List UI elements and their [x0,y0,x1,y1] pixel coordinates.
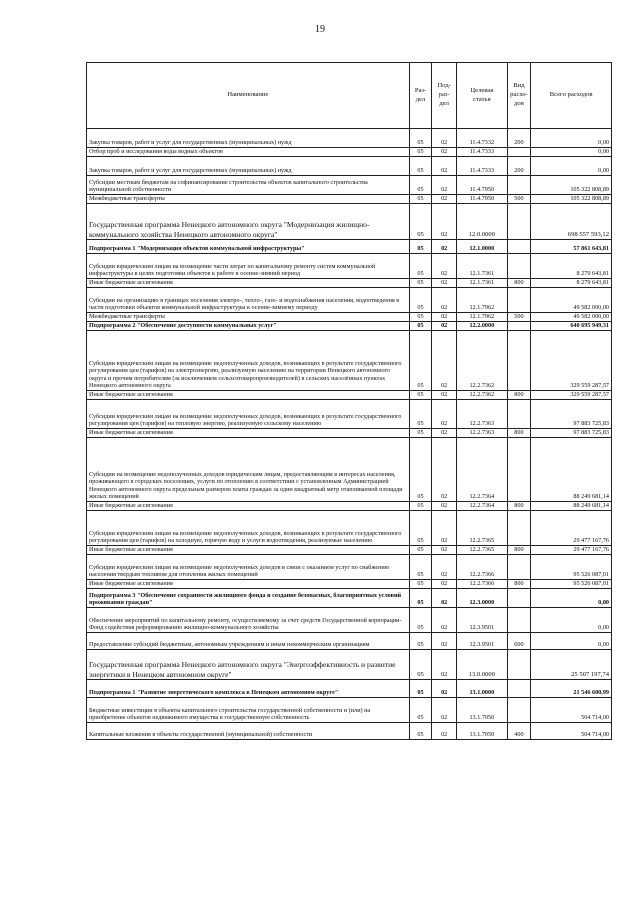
cell-kind [507,608,531,633]
cell-subsection: 02 [432,322,457,331]
cell-name: Субсидии на возмещение недополученных доходов юридическим лицам, предоставляющим в интересах населения, проживающего в городских поселениях, услуги по отоплению в соответствии с установленным Администрацией Ненецкого автономного округа предельным размером платы граждан за один квадратный метр отапливаемой площади жилых помещений [87,438,410,502]
cell-name: Субсидии юридическим лицам на возмещение недополученных доходов, возникающих в результате государственного регулирования цен (тарифов) на электроэнергию, реализуемую населению на территории Ненецкого автономного округа и прочим потребителям (за исключением сельхозтоваропроизводителей) в сельских населённых пунктах Ненецкого автономного округа [87,331,410,391]
cell-article: 12.3.9501 [457,608,508,633]
cell-name: Иные бюджетные ассигнования [87,502,410,511]
cell-kind: 800 [507,429,531,438]
cell-name: Межбюджетные трансферты [87,195,410,204]
cell-article: 11.4.7950 [457,176,508,195]
cell-article: 12.1.0000 [457,240,508,254]
cell-article: 12.2.7365 [457,546,508,555]
cell-section: 05 [409,650,432,680]
table-row [87,279,612,288]
cell-total: 698 557 593,12 [531,204,612,240]
cell-total: 329 559 287,57 [531,331,612,391]
cell-section: 05 [409,633,432,650]
cell-subsection: 02 [432,240,457,254]
table-row [87,723,612,740]
cell-article: 12.2.7362 [457,331,508,391]
table-row [87,589,612,608]
cell-section: 05 [409,391,432,400]
cell-subsection: 02 [432,254,457,279]
table-row [87,391,612,400]
cell-kind: 500 [507,195,531,204]
cell-name: Субсидии юридическим лицам на возмещение недополученных доходов в связи с оказанием услуг по снабжению населения твердым топливом для отопления жилых помещений [87,555,410,580]
table-row [87,511,612,546]
cell-subsection: 02 [432,429,457,438]
header-name: Наименование [87,63,410,129]
table-row [87,633,612,650]
cell-subsection: 02 [432,400,457,429]
cell-total: 49 582 000,00 [531,313,612,322]
cell-name: Обеспечение мероприятий по капитальному ремонту, осуществляемому за счет средств Государственной корпорации-Фонд содействия реформированию жилищно-коммунального хозяйства [87,608,410,633]
table-row [87,650,612,680]
cell-total: 95 526 087,01 [531,555,612,580]
cell-kind [507,400,531,429]
table-row [87,429,612,438]
cell-article: 11.4.7950 [457,195,508,204]
table-row [87,680,612,698]
cell-kind: 600 [507,633,531,650]
cell-section: 05 [409,511,432,546]
cell-total: 105 322 808,89 [531,195,612,204]
cell-name: Подпрограмма 1 "Модернизация объектов коммунальной инфраструктуры" [87,240,410,254]
cell-kind [507,322,531,331]
table-row [87,148,612,157]
table-row [87,580,612,589]
cell-kind [507,680,531,698]
cell-section: 05 [409,580,432,589]
table-row [87,240,612,254]
table-row [87,400,612,429]
cell-section: 05 [409,313,432,322]
cell-name: Государственная программа Ненецкого автономного округа "Энергоэффективность и развитие энергетики в Ненецком автономном округе" [87,650,410,680]
cell-total: 504 714,00 [531,723,612,740]
cell-article: 13.1.0000 [457,680,508,698]
cell-name: Иные бюджетные ассигнования [87,580,410,589]
cell-section: 05 [409,204,432,240]
cell-article: 12.1.7962 [457,288,508,313]
cell-section: 05 [409,176,432,195]
cell-article: 12.1.7962 [457,313,508,322]
cell-article: 12.2.7363 [457,429,508,438]
cell-subsection: 02 [432,546,457,555]
cell-subsection: 02 [432,279,457,288]
cell-kind: 800 [507,502,531,511]
cell-subsection: 02 [432,650,457,680]
cell-subsection: 02 [432,698,457,723]
cell-kind [507,511,531,546]
cell-total: 329 559 287,57 [531,391,612,400]
cell-name: Субсидии юридическим лицам на возмещение недополученных доходов, возникающих в результате государственного регулирования цен (тарифов) на тепловую энергию, реализуемую сельскому населению [87,400,410,429]
table-row [87,254,612,279]
cell-total: 49 582 000,00 [531,288,612,313]
cell-subsection: 02 [432,680,457,698]
cell-article: 12.1.7361 [457,254,508,279]
cell-kind: 500 [507,313,531,322]
cell-subsection: 02 [432,157,457,176]
table-row [87,438,612,502]
cell-subsection: 02 [432,555,457,580]
cell-total: 0,00 [531,129,612,148]
cell-kind: 800 [507,391,531,400]
cell-subsection: 02 [432,313,457,322]
cell-article: 12.2.7364 [457,438,508,502]
cell-subsection: 02 [432,502,457,511]
header-total: Всего расходов [531,63,612,129]
cell-name: Иные бюджетные ассигнования [87,279,410,288]
cell-kind: 800 [507,546,531,555]
table-row [87,502,612,511]
cell-kind [507,288,531,313]
budget-table [86,62,612,740]
cell-article: 11.4.7332 [457,129,508,148]
cell-article: 12.2.0000 [457,322,508,331]
cell-kind: 200 [507,129,531,148]
cell-section: 05 [409,279,432,288]
cell-article: 13.1.7050 [457,723,508,740]
cell-name: Иные бюджетные ассигнования [87,429,410,438]
cell-name: Межбюджетные трансферты [87,313,410,322]
header-article: Целевая статья [457,63,508,129]
cell-article: 11.4.7333 [457,148,508,157]
cell-total: 0,00 [531,148,612,157]
cell-section: 05 [409,331,432,391]
cell-section: 05 [409,438,432,502]
table-row [87,313,612,322]
cell-subsection: 02 [432,608,457,633]
cell-article: 12.1.7361 [457,279,508,288]
cell-name: Государственная программа Ненецкого автономного округа "Модернизация жилищно-коммунального хозяйства Ненецкого автономного округа" [87,204,410,240]
table-row [87,608,612,633]
cell-total: 0,00 [531,608,612,633]
cell-section: 05 [409,546,432,555]
cell-total: 8 279 643,81 [531,254,612,279]
header-subsection: Под- раз- дел [432,63,457,129]
cell-article: 12.2.7366 [457,555,508,580]
table-row [87,129,612,148]
cell-name: Подпрограмма 2 "Обеспечение доступности коммунальных услуг" [87,322,410,331]
cell-total: 105 322 808,89 [531,176,612,195]
cell-kind [507,240,531,254]
header-section: Раз- дел [409,63,432,129]
cell-section: 05 [409,429,432,438]
table-row [87,288,612,313]
cell-total: 88 249 681,14 [531,438,612,502]
table-row [87,176,612,195]
cell-section: 05 [409,240,432,254]
cell-section: 05 [409,148,432,157]
cell-kind: 800 [507,279,531,288]
header-kind: Вид расхо- дов [507,63,531,129]
cell-article: 13.1.7050 [457,698,508,723]
table-row [87,546,612,555]
cell-kind [507,254,531,279]
cell-article: 12.2.7363 [457,400,508,429]
cell-subsection: 02 [432,589,457,608]
cell-article: 13.0.0000 [457,650,508,680]
cell-section: 05 [409,680,432,698]
cell-total: 57 861 643,81 [531,240,612,254]
cell-article: 12.2.7365 [457,511,508,546]
cell-kind [507,438,531,502]
cell-total: 95 526 087,01 [531,580,612,589]
cell-total: 0,00 [531,157,612,176]
cell-article: 12.3.0000 [457,589,508,608]
cell-total: 640 695 949,31 [531,322,612,331]
cell-subsection: 02 [432,391,457,400]
cell-name: Капитальные вложения в объекты государственной (муниципальной) собственности [87,723,410,740]
cell-kind: 200 [507,157,531,176]
cell-kind [507,176,531,195]
table-row [87,555,612,580]
cell-section: 05 [409,589,432,608]
cell-section: 05 [409,322,432,331]
cell-subsection: 02 [432,129,457,148]
cell-subsection: 02 [432,204,457,240]
table-header-row [87,63,612,129]
cell-section: 05 [409,195,432,204]
cell-subsection: 02 [432,511,457,546]
cell-section: 05 [409,608,432,633]
cell-kind [507,148,531,157]
cell-subsection: 02 [432,176,457,195]
cell-section: 05 [409,288,432,313]
cell-total: 88 249 681,14 [531,502,612,511]
cell-subsection: 02 [432,331,457,391]
cell-section: 05 [409,555,432,580]
cell-name: Субсидии юридическим лицам на возмещение недополученных доходов, возникающих в результате государственного регулирования цен (тарифов) на холодную, горячую воду и услуги водоотведения, реализуемые населению [87,511,410,546]
table-row [87,204,612,240]
cell-kind [507,698,531,723]
cell-total: 504 714,00 [531,698,612,723]
cell-kind [507,650,531,680]
cell-subsection: 02 [432,580,457,589]
table-row [87,322,612,331]
cell-article: 12.0.0000 [457,204,508,240]
cell-name: Бюджетные инвестиции в объекты капитального строительства государственной собственности и (или) на приобретение объектов недвижимого имущества в государственную собственность [87,698,410,723]
table-row [87,157,612,176]
cell-kind [507,589,531,608]
cell-subsection: 02 [432,195,457,204]
cell-name: Подпрограмма 3 "Обеспечение сохранности жилищного фонда и создание безопасных, благоприятных условий проживания граждан" [87,589,410,608]
cell-article: 12.2.7364 [457,502,508,511]
cell-subsection: 02 [432,633,457,650]
cell-total: 29 477 167,76 [531,511,612,546]
cell-section: 05 [409,400,432,429]
cell-total: 0,00 [531,589,612,608]
cell-name: Отбор проб и исследования воды водных объектов [87,148,410,157]
cell-article: 12.3.9501 [457,633,508,650]
cell-name: Предоставление субсидий бюджетным, автономным учреждениям и иным некоммерческим организациям [87,633,410,650]
cell-kind [507,204,531,240]
cell-section: 05 [409,723,432,740]
cell-name: Иные бюджетные ассигнования [87,546,410,555]
cell-article: 11.4.7333 [457,157,508,176]
cell-name: Иные бюджетные ассигнования [87,391,410,400]
cell-total: 97 883 725,83 [531,400,612,429]
cell-total: 0,00 [531,633,612,650]
cell-subsection: 02 [432,288,457,313]
table-row [87,698,612,723]
cell-subsection: 02 [432,148,457,157]
table-row [87,331,612,391]
cell-kind: 800 [507,580,531,589]
cell-name: Субсидии юридическим лицам на возмещение части затрат по капитальному ремонту систем коммунальной инфраструктуры в целях подготовки объектов к работе в осенне-зимний период [87,254,410,279]
cell-section: 05 [409,129,432,148]
cell-article: 12.2.7362 [457,391,508,400]
cell-kind [507,555,531,580]
cell-section: 05 [409,157,432,176]
cell-total: 21 546 600,99 [531,680,612,698]
cell-subsection: 02 [432,438,457,502]
page-number: 19 [315,24,325,35]
cell-kind [507,331,531,391]
cell-total: 25 507 197,74 [531,650,612,680]
cell-name: Закупка товаров, работ и услуг для государственных (муниципальных) нужд [87,129,410,148]
cell-total: 29 477 167,76 [531,546,612,555]
cell-name: Закупка товаров, работ и услуг для государственных (муниципальных) нужд [87,157,410,176]
table-row [87,195,612,204]
cell-kind: 400 [507,723,531,740]
table-body [87,129,612,740]
cell-name: Субсидии местным бюджетам на софинансирование строительства объектов капитального строительства муниципальной собственности [87,176,410,195]
cell-section: 05 [409,698,432,723]
cell-total: 97 883 725,83 [531,429,612,438]
cell-subsection: 02 [432,723,457,740]
cell-total: 8 279 643,81 [531,279,612,288]
cell-section: 05 [409,254,432,279]
cell-article: 12.2.7366 [457,580,508,589]
cell-name: Субсидии на организацию в границах поселения электро-, тепло-, газо- и водоснабжения населения, водоотведения в части подготовки объектов коммунальной инфраструктуры к осенне-зимнему периоду [87,288,410,313]
cell-name: Подпрограмма 1 "Развитие энергетического комплекса в Ненецком автономном округе" [87,680,410,698]
cell-section: 05 [409,502,432,511]
